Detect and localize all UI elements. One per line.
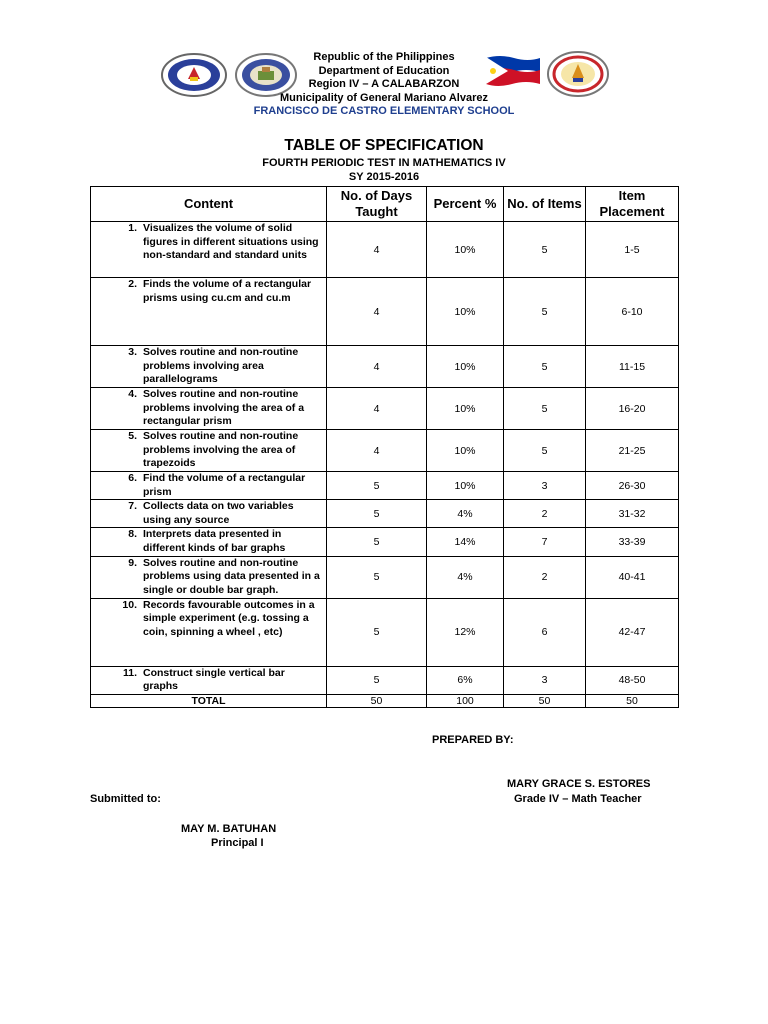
row-percent: 14% bbox=[427, 528, 504, 556]
table-row bbox=[91, 500, 679, 528]
table-row bbox=[91, 598, 679, 666]
row-number: 11. bbox=[122, 666, 137, 679]
row-competency-text: Finds the volume of a rectangular prisms using cu.cm and cu.m bbox=[143, 278, 312, 304]
row-days-taught: 5 bbox=[327, 500, 427, 528]
row-percent: 10% bbox=[427, 472, 504, 500]
row-no-of-items: 3 bbox=[504, 666, 586, 694]
specification-table bbox=[90, 186, 679, 708]
row-item-placement: 21-25 bbox=[586, 430, 679, 472]
row-content bbox=[91, 556, 327, 598]
row-content bbox=[91, 598, 327, 666]
row-content bbox=[91, 528, 327, 556]
row-days-taught: 5 bbox=[327, 472, 427, 500]
submitted-to-label: Submitted to: bbox=[90, 793, 161, 805]
row-number: 10. bbox=[122, 598, 137, 611]
row-item-placement: 42-47 bbox=[586, 598, 679, 666]
header-country: Republic of the Philippines bbox=[313, 51, 455, 63]
row-no-of-items: 2 bbox=[504, 556, 586, 598]
row-competency-text: Solves routine and non-routine problems involving area parallelograms bbox=[143, 346, 299, 386]
header-no-of-items: No. of Items bbox=[504, 187, 586, 222]
row-content bbox=[91, 666, 327, 694]
principal-name: MAY M. BATUHAN bbox=[181, 823, 277, 835]
row-no-of-items: 5 bbox=[504, 222, 586, 278]
total-row bbox=[91, 694, 679, 707]
row-no-of-items: 3 bbox=[504, 472, 586, 500]
row-percent: 10% bbox=[427, 222, 504, 278]
row-number: 5. bbox=[128, 430, 137, 442]
row-no-of-items: 6 bbox=[504, 598, 586, 666]
row-competency-text: Construct single vertical bar graphs bbox=[143, 666, 285, 693]
header-content: Content bbox=[91, 187, 327, 222]
header-school-name: FRANCISCO DE CASTRO ELEMENTARY SCHOOL bbox=[253, 105, 515, 118]
header-percent: Percent % bbox=[427, 187, 504, 222]
row-competency-text: Interprets data presented in different kinds of bar graphs bbox=[143, 528, 286, 554]
preparer-name: MARY GRACE S. ESTORES bbox=[507, 778, 651, 790]
page-title: TABLE OF SPECIFICATION bbox=[284, 137, 484, 154]
row-percent: 12% bbox=[427, 598, 504, 666]
row-days-taught: 5 bbox=[327, 528, 427, 556]
row-no-of-items: 7 bbox=[504, 528, 586, 556]
header-department: Department of Education bbox=[318, 64, 450, 77]
row-days-taught: 4 bbox=[327, 346, 427, 388]
row-competency-text: Collects data on two variables using any source bbox=[143, 500, 294, 526]
table-row bbox=[91, 346, 679, 388]
row-days-taught: 4 bbox=[327, 388, 427, 430]
row-days-taught: 4 bbox=[327, 222, 427, 278]
row-content bbox=[91, 222, 327, 278]
header-days-taught: No. of Days Taught bbox=[327, 187, 427, 222]
row-competency-text: Visualizes the volume of solid figures in different situations using non-standard and standard units bbox=[143, 222, 319, 262]
total-label: TOTAL bbox=[91, 694, 327, 707]
header-item-placement: Item Placement bbox=[586, 187, 679, 222]
row-days-taught: 5 bbox=[327, 556, 427, 598]
school-year: SY 2015-2016 bbox=[348, 171, 420, 183]
row-percent: 4% bbox=[427, 556, 504, 598]
table-row bbox=[91, 430, 679, 472]
prepared-by-label: PREPARED BY: bbox=[432, 734, 514, 746]
row-item-placement: 16-20 bbox=[586, 388, 679, 430]
row-no-of-items: 5 bbox=[504, 346, 586, 388]
row-competency-text: Solves routine and non-routine problems involving the area of trapezoids bbox=[143, 430, 299, 470]
table-header-row bbox=[91, 187, 679, 222]
row-item-placement: 48-50 bbox=[586, 666, 679, 694]
preparer-role: Grade IV – Math Teacher bbox=[514, 793, 642, 805]
total-items: 50 bbox=[504, 694, 586, 707]
table-row bbox=[91, 222, 679, 278]
row-number: 3. bbox=[128, 346, 137, 358]
total-percent: 100 bbox=[427, 694, 504, 707]
row-competency-text: Find the volume of a rectangular prism bbox=[143, 472, 306, 498]
row-number: 1. bbox=[128, 222, 137, 234]
row-content bbox=[91, 430, 327, 472]
row-no-of-items: 5 bbox=[504, 388, 586, 430]
row-content bbox=[91, 346, 327, 388]
row-no-of-items: 5 bbox=[504, 278, 586, 346]
row-percent: 4% bbox=[427, 500, 504, 528]
row-no-of-items: 5 bbox=[504, 430, 586, 472]
total-placement: 50 bbox=[586, 694, 679, 707]
row-competency-text: Records favourable outcomes in a simple experiment (e.g. tossing a coin, spinning a wheel , etc) bbox=[143, 598, 315, 638]
row-item-placement: 33-39 bbox=[586, 528, 679, 556]
row-percent: 10% bbox=[427, 430, 504, 472]
principal-role: Principal I bbox=[211, 837, 264, 849]
row-days-taught: 4 bbox=[327, 278, 427, 346]
header-block bbox=[200, 51, 568, 119]
row-item-placement: 1-5 bbox=[586, 222, 679, 278]
row-percent: 10% bbox=[427, 346, 504, 388]
row-competency-text: Solves routine and non-routine problems using data presented in a single or double bar graph. bbox=[143, 556, 320, 596]
row-item-placement: 6-10 bbox=[586, 278, 679, 346]
row-number: 6. bbox=[128, 472, 137, 484]
row-days-taught: 4 bbox=[327, 430, 427, 472]
row-content bbox=[91, 472, 327, 500]
header-municipality: Municipality of General Mariano Alvarez bbox=[279, 91, 489, 104]
row-percent: 10% bbox=[427, 388, 504, 430]
row-percent: 10% bbox=[427, 278, 504, 346]
table-row bbox=[91, 528, 679, 556]
row-number: 4. bbox=[128, 388, 137, 400]
row-number: 7. bbox=[128, 500, 137, 513]
table-row bbox=[91, 666, 679, 694]
row-item-placement: 40-41 bbox=[586, 556, 679, 598]
table-row bbox=[91, 278, 679, 346]
row-content bbox=[91, 388, 327, 430]
row-percent: 6% bbox=[427, 666, 504, 694]
table-row bbox=[91, 472, 679, 500]
header-region: Region IV – A CALABARZON bbox=[308, 78, 460, 91]
row-content bbox=[91, 278, 327, 346]
row-number: 2. bbox=[128, 278, 137, 290]
table-row bbox=[91, 556, 679, 598]
row-number: 9. bbox=[128, 556, 137, 569]
row-item-placement: 11-15 bbox=[586, 346, 679, 388]
total-days: 50 bbox=[327, 694, 427, 707]
table-row bbox=[91, 388, 679, 430]
row-number: 8. bbox=[128, 528, 137, 541]
row-days-taught: 5 bbox=[327, 666, 427, 694]
row-no-of-items: 2 bbox=[504, 500, 586, 528]
row-content bbox=[91, 500, 327, 528]
row-days-taught: 5 bbox=[327, 598, 427, 666]
page-subtitle: FOURTH PERIODIC TEST IN MATHEMATICS IV bbox=[262, 157, 506, 169]
row-item-placement: 26-30 bbox=[586, 472, 679, 500]
row-item-placement: 31-32 bbox=[586, 500, 679, 528]
row-competency-text: Solves routine and non-routine problems involving the area of a rectangular prism bbox=[143, 388, 305, 428]
